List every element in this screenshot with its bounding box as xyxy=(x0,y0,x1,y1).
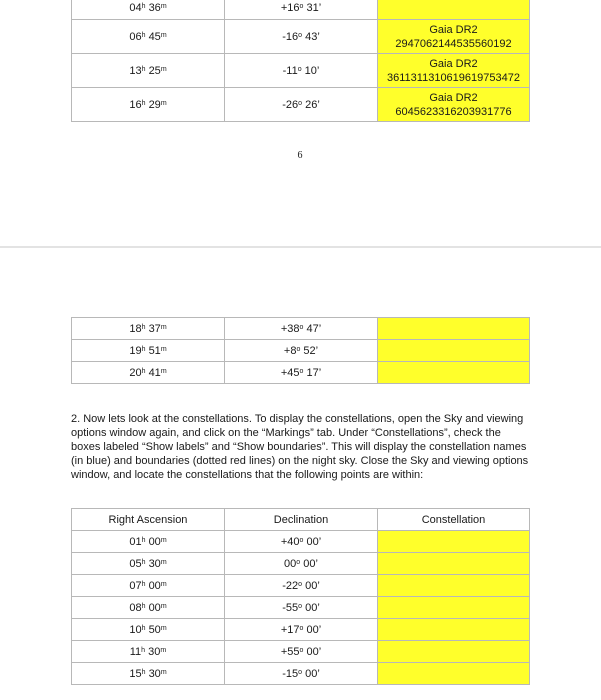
table-row xyxy=(72,362,530,384)
instructions-paragraph: 2. Now lets look at the constellations. To display the constellations, open the Sky and viewing options window again, and click on the “Markings” tab. Under “Constellations”, check the boxes labeled “Show labels” and “Show boundaries”. This will display the constellation names (in blue) and boundaries (dotted red lines) on the night sky. Close the Sky and viewing options window, and locate the constellations that the following points are within: xyxy=(71,413,529,481)
constellation-answer-cell[interactable]: Gaia DR2 6045623316203931776 xyxy=(378,88,530,122)
header-right-ascension: Right Ascension xyxy=(72,509,225,531)
dec-cell: -22$^o$ 00’ xyxy=(225,575,378,597)
ra-cell: 06$^h$ 45$^m$ xyxy=(72,20,225,54)
dec-cell: $+8^o$ 52’ xyxy=(225,340,378,362)
dec-cell: $+38^o$ 47’ xyxy=(225,318,378,340)
dec-cell: -15$^o$ 00’ xyxy=(225,663,378,685)
constellations-table xyxy=(71,508,530,685)
page-break xyxy=(0,246,601,248)
constellation-answer-cell[interactable] xyxy=(378,663,530,685)
constellation-answer-cell[interactable] xyxy=(378,340,530,362)
table-row xyxy=(72,318,530,340)
table-header-row xyxy=(72,509,530,531)
ra-cell: 18$^h$ 37$^m$ xyxy=(72,318,225,340)
ra-cell: 01$^h$ 00$^m$ xyxy=(72,531,225,553)
constellation-answer-cell[interactable] xyxy=(378,597,530,619)
table-row xyxy=(72,597,530,619)
dec-cell: -16$^o$ 43’ xyxy=(225,20,378,54)
table-row xyxy=(72,663,530,685)
header-declination: Declination xyxy=(225,509,378,531)
ra-cell: 15$^h$ 30$^m$ xyxy=(72,663,225,685)
ra-cell: 13$^h$ 25$^m$ xyxy=(72,54,225,88)
table-row xyxy=(72,0,530,20)
constellation-answer-cell[interactable] xyxy=(378,362,530,384)
dec-cell: $+55^o$ 00’ xyxy=(225,641,378,663)
constellation-answer-cell[interactable]: Gaia DR2 3611311310619619753472 xyxy=(378,54,530,88)
dec-cell: $+17^o$ 00’ xyxy=(225,619,378,641)
ra-cell: 10$^h$ 50$^m$ xyxy=(72,619,225,641)
ra-cell: 08$^h$ 00$^m$ xyxy=(72,597,225,619)
ra-cell: 07$^h$ 00$^m$ xyxy=(72,575,225,597)
dec-cell: $+40^o$ 00’ xyxy=(225,531,378,553)
table-row xyxy=(72,531,530,553)
table-row xyxy=(72,619,530,641)
dec-cell: -11$^o$ 10’ xyxy=(225,54,378,88)
constellation-answer-cell[interactable] xyxy=(378,0,530,20)
page-number: 6 xyxy=(297,150,303,161)
table-row xyxy=(72,340,530,362)
table-row xyxy=(72,575,530,597)
ra-cell: 16$^h$ 29$^m$ xyxy=(72,88,225,122)
table-row xyxy=(72,88,530,122)
ra-cell: 19$^h$ 51$^m$ xyxy=(72,340,225,362)
table-row xyxy=(72,553,530,575)
constellation-answer-cell[interactable] xyxy=(378,575,530,597)
constellation-answer-cell[interactable] xyxy=(378,531,530,553)
constellation-answer-cell[interactable] xyxy=(378,619,530,641)
constellation-answer-cell[interactable] xyxy=(378,318,530,340)
dec-cell: 00$^o$ 00’ xyxy=(225,553,378,575)
constellation-answer-cell[interactable]: Gaia DR2 2947062144535560192 xyxy=(378,20,530,54)
ra-cell: 04$^h$ 36$^m$ xyxy=(72,0,225,20)
coordinates-table-top xyxy=(71,0,530,122)
header-constellation: Constellation xyxy=(378,509,530,531)
dec-cell: -55$^o$ 00’ xyxy=(225,597,378,619)
table-row xyxy=(72,641,530,663)
dec-cell: $+16^o$ 31’ xyxy=(225,0,378,20)
constellation-answer-cell[interactable] xyxy=(378,553,530,575)
table-row xyxy=(72,20,530,54)
coordinates-table-middle xyxy=(71,317,530,384)
ra-cell: 11$^h$ 30$^m$ xyxy=(72,641,225,663)
ra-cell: 05$^h$ 30$^m$ xyxy=(72,553,225,575)
constellation-answer-cell[interactable] xyxy=(378,641,530,663)
ra-cell: 20$^h$ 41$^m$ xyxy=(72,362,225,384)
dec-cell: -26$^o$ 26’ xyxy=(225,88,378,122)
dec-cell: $+45^o$ 17’ xyxy=(225,362,378,384)
table-row xyxy=(72,54,530,88)
